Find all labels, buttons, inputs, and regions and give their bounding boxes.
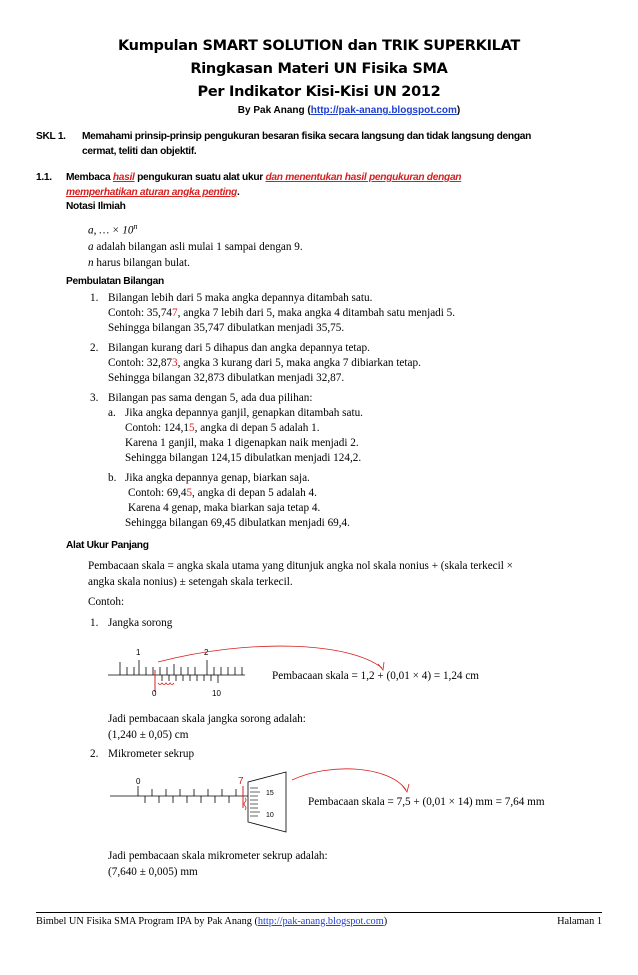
page-number: Halaman 1 [557, 916, 602, 927]
caliper-main-label-2: 2 [204, 648, 209, 657]
caliper-reading: Pembacaan skala = 1,2 + (0,01 × 4) = 1,24 cm [272, 670, 479, 682]
notasi-formula-base: a, … × 10 [88, 224, 134, 237]
indicator-text-c: pengukuran suatu alat ukur [134, 172, 266, 183]
indicator-line-2 [66, 187, 239, 198]
notasi-formula-exp: n [133, 222, 138, 231]
indicator-text-d: dan menentukan hasil pengukuran dengan [265, 172, 462, 183]
mikrometer-number: 2. [90, 748, 99, 760]
micrometer-main-label-0: 0 [136, 777, 141, 786]
rule-1-example [108, 307, 455, 319]
notasi-formula [88, 222, 137, 237]
rule-3a-letter: a. [108, 407, 116, 419]
micrometer-arrow [290, 766, 420, 796]
alat-formula-2: angka skala nonius) ± setengah skala terkecil. [88, 576, 293, 588]
rule-3b-result: Sehingga bilangan 69,45 dibulatkan menjadi 69,4. [125, 517, 350, 529]
footer-link[interactable]: http://pak-anang.blogspot.com [257, 916, 384, 927]
byline [0, 105, 638, 116]
rule-1-text: Bilangan lebih dari 5 maka angka depannya ditambah satu. [108, 292, 373, 304]
micrometer-main-label-7: 7 [238, 776, 244, 787]
caliper-main-scale [108, 660, 245, 675]
rule-1-result: Sehingga bilangan 35,747 dibulatkan menjadi 35,75. [108, 322, 345, 334]
notasi-line-1-text: adalah bilangan asli mulai 1 sampai dengan 9. [93, 241, 303, 253]
rule-2-example-a: Contoh: 32,87 [108, 357, 173, 369]
caliper-squiggle [158, 683, 174, 685]
rule-3b-reason: Karena 4 genap, maka biarkan saja tetap 4. [128, 502, 321, 514]
notasi-title: Notasi Ilmiah [66, 201, 126, 212]
byline-end: ) [456, 105, 461, 116]
micrometer-result-1: Jadi pembacaan skala mikrometer sekrup adalah: [108, 850, 328, 862]
rule-3b-example [128, 487, 317, 499]
rule-2-example-c: , angka 3 kurang dari 5, maka angka 7 dibiarkan tetap. [177, 357, 421, 369]
notasi-line-2-text: harus bilangan bulat. [93, 257, 190, 269]
rule-2-example [108, 357, 421, 369]
jangka-title: Jangka sorong [108, 617, 173, 629]
rule-3a-example-digit: 5 [189, 422, 195, 434]
rule-1-example-c: , angka 7 lebih dari 5, maka angka 4 ditambah satu menjadi 5. [177, 307, 456, 319]
rule-2-text: Bilangan kurang dari 5 dihapus dan angka depannya tetap. [108, 342, 370, 354]
micrometer-thimble [248, 772, 286, 832]
footer-text-end: ) [383, 916, 388, 927]
header-title-1: Kumpulan SMART SOLUTION dan TRIK SUPERKILAT [118, 38, 520, 54]
notasi-var-n: n [88, 257, 94, 269]
skl-text-1: Memahami prinsip-prinsip pengukuran besaran fisika secara langsung dan tidak langsung dengan [82, 131, 532, 142]
pembulatan-title: Pembulatan Bilangan [66, 276, 164, 287]
indicator-text-e: memperhatikan aturan angka penting [66, 187, 237, 198]
header-title-3: Per Indikator Kisi-Kisi UN 2012 [197, 84, 441, 100]
rule-1-example-a: Contoh: 35,74 [108, 307, 173, 319]
rule-3a-example-c: , angka di depan 5 adalah 1. [194, 422, 320, 434]
byline-text: By Pak Anang ( [237, 105, 311, 116]
caliper-nonius-scale [155, 675, 218, 683]
rule-3a-reason: Karena 1 ganjil, maka 1 digenapkan naik menjadi 2. [125, 437, 359, 449]
rule-3b-text: Jika angka depannya genap, biarkan saja. [125, 472, 310, 484]
rule-3-text: Bilangan pas sama dengan 5, ada dua pilihan: [108, 392, 313, 404]
micrometer-thimble-label-15: 15 [266, 790, 274, 797]
indicator-text-f: . [236, 187, 240, 198]
indicator-text-b: hasil [112, 172, 135, 183]
header-title-2: Ringkasan Materi UN Fisika SMA [190, 61, 448, 77]
caliper-result-1: Jadi pembacaan skala jangka sorong adalah: [108, 713, 306, 725]
rule-3b-example-a: Contoh: 69,4 [128, 487, 187, 499]
micrometer-squiggle [244, 798, 246, 810]
rule-2-number: 2. [90, 342, 99, 354]
caliper-arrow-curve [158, 646, 382, 668]
indicator-line-1 [66, 172, 461, 183]
mikrometer-title: Mikrometer sekrup [108, 748, 195, 760]
indicator-number: 1.1. [36, 172, 52, 183]
notasi-line-2 [88, 257, 190, 269]
skl-text-2: cermat, teliti dan objektif. [82, 146, 197, 157]
caliper-result-2: (1,240 ± 0,05) cm [108, 729, 189, 741]
micrometer-sleeve-scale [110, 786, 248, 803]
micrometer-arrow-curve [292, 769, 406, 790]
alat-contoh: Contoh: [88, 596, 125, 608]
rule-3b-example-digit: 5 [186, 487, 193, 499]
micrometer-thimble-label-10: 10 [266, 812, 274, 819]
author-link[interactable]: http://pak-anang.blogspot.com [310, 105, 457, 116]
rule-3b-example-c: , angka di depan 5 adalah 4. [192, 487, 317, 499]
indicator-text-a: Membaca [66, 172, 113, 183]
page-footer [36, 912, 602, 927]
micrometer-result-2: (7,640 ± 0,005) mm [108, 866, 198, 878]
rule-1-number: 1. [90, 292, 99, 304]
alat-formula-1: Pembacaan skala = angka skala utama yang ditunjuk angka nol skala nonius + (skala terkecil × [88, 560, 513, 572]
notasi-var-a: a [88, 241, 94, 253]
rule-3-number: 3. [90, 392, 99, 404]
micrometer-reading: Pembacaan skala = 7,5 + (0,01 × 14) mm = 7,64 mm [308, 796, 545, 808]
rule-2-result: Sehingga bilangan 32,873 dibulatkan menjadi 32,87. [108, 372, 345, 384]
jangka-number: 1. [90, 617, 99, 629]
caliper-nonius-label-10: 10 [212, 689, 221, 698]
caliper-nonius-label-0: 0 [152, 689, 157, 698]
footer-text: Bimbel UN Fisika SMA Program IPA by Pak Anang ( [36, 916, 258, 927]
rule-1-example-digit: 7 [172, 307, 178, 319]
rule-2-example-digit: 3 [172, 357, 178, 369]
notasi-line-1 [88, 241, 303, 253]
rule-3a-result: Sehingga bilangan 124,15 dibulatkan menjadi 124,2. [125, 452, 362, 464]
rule-3a-example [125, 422, 320, 434]
caliper-main-label-1: 1 [136, 648, 141, 657]
skl-number: SKL 1. [36, 131, 66, 142]
alat-title: Alat Ukur Panjang [66, 540, 149, 551]
micrometer-arrow-head [402, 784, 409, 792]
rule-3a-example-a: Contoh: 124,1 [125, 422, 190, 434]
rule-3a-text: Jika angka depannya ganjil, genapkan ditambah satu. [125, 407, 363, 419]
rule-3b-letter: b. [108, 472, 117, 484]
